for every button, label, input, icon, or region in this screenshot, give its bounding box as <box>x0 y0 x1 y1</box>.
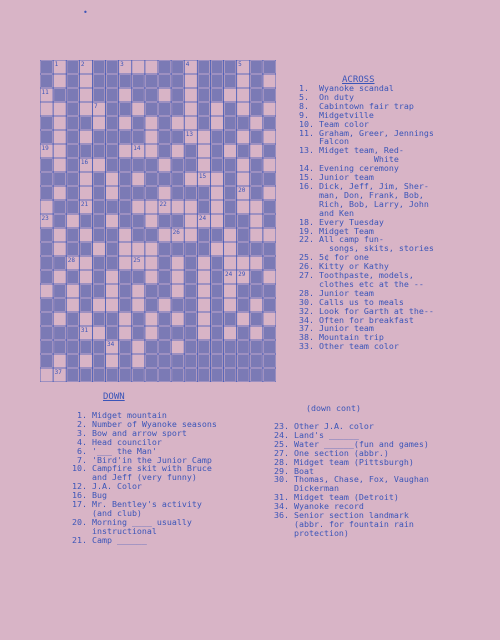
cell-number: 13 <box>185 131 193 138</box>
shaded-cell <box>172 327 183 339</box>
shaded-cell <box>93 257 104 269</box>
shaded-cell <box>93 355 104 367</box>
cell-number: 25 <box>133 257 141 264</box>
shaded-cell <box>54 215 65 227</box>
shaded-cell <box>185 327 196 339</box>
shaded-cell <box>67 131 78 143</box>
shaded-cell <box>67 313 78 325</box>
crossword-grid <box>40 60 276 382</box>
shaded-cell <box>198 75 209 87</box>
across-clue-list: 1. Wyanoke scandal 5. On duty 8. Cabintown fair trap 9. Midgetville 10. Team color 11. Graham, Greer, Jennings Falcon 13. Midget team, Red- White 14. Evening ceremony 15. Junior team 16. Dick, Jeff, Jim, Sher- man, Don, Frank, Bob, Rich, Bob, Larry, John and Ken 18. Every Tuesday 19. Midget Team 22. All camp fun- songs, skits, stories 25. 5¢ for one 26. Kitty or Kathy 27. Toothpaste, models, clothes etc at the -- 28. Junior team 30. Calls us to meals 32. Look for Garth at the-- 34. Often for breakfast 37. Junior team 38. Mountain trip 33. Other team color <box>299 83 434 352</box>
shaded-cell <box>146 355 157 367</box>
shaded-cell <box>107 313 118 325</box>
shaded-cell <box>107 229 118 241</box>
shaded-cell <box>238 229 249 241</box>
cell-number: 23 <box>41 215 49 222</box>
shaded-cell <box>80 215 91 227</box>
shaded-cell <box>251 341 262 353</box>
shaded-cell <box>133 313 144 325</box>
cell-number: 34 <box>107 341 115 348</box>
shaded-cell <box>238 285 249 297</box>
shaded-cell <box>198 103 209 115</box>
shaded-cell <box>264 173 275 185</box>
shaded-cell <box>93 131 104 143</box>
shaded-cell <box>251 369 262 381</box>
shaded-cell <box>41 131 52 143</box>
shaded-cell <box>172 61 183 73</box>
cell-number: 2 <box>80 61 85 68</box>
shaded-cell <box>198 355 209 367</box>
shaded-cell <box>133 271 144 283</box>
shaded-cell <box>225 187 236 199</box>
shaded-cell <box>41 187 52 199</box>
shaded-cell <box>251 313 262 325</box>
shaded-cell <box>159 131 170 143</box>
cell-number: 7 <box>93 103 98 110</box>
cell-number: 24 <box>198 215 207 222</box>
shaded-cell <box>67 243 78 255</box>
shaded-cell <box>172 369 183 381</box>
shaded-cell <box>93 201 104 213</box>
shaded-cell <box>211 285 222 297</box>
shaded-cell <box>185 313 196 325</box>
shaded-cell <box>225 201 236 213</box>
shaded-cell <box>172 103 183 115</box>
shaded-cell <box>159 173 170 185</box>
shaded-cell <box>67 173 78 185</box>
shaded-cell <box>159 257 170 269</box>
shaded-cell <box>67 89 78 101</box>
shaded-cell <box>185 285 196 297</box>
shaded-cell <box>107 369 118 381</box>
shaded-cell <box>264 89 275 101</box>
shaded-cell <box>238 299 249 311</box>
shaded-cell <box>172 89 183 101</box>
shaded-cell <box>120 299 131 311</box>
shaded-cell <box>67 75 78 87</box>
shaded-cell <box>107 61 118 73</box>
shaded-cell <box>185 243 196 255</box>
shaded-cell <box>264 61 275 73</box>
shaded-cell <box>211 229 222 241</box>
shaded-cell <box>80 285 91 297</box>
shaded-cell <box>198 369 209 381</box>
shaded-cell <box>54 299 65 311</box>
shaded-cell <box>264 201 275 213</box>
shaded-cell <box>67 327 78 339</box>
shaded-cell <box>120 131 131 143</box>
shaded-cell <box>198 201 209 213</box>
shaded-cell <box>67 271 78 283</box>
shaded-cell <box>159 271 170 283</box>
shaded-cell <box>93 369 104 381</box>
shaded-cell <box>159 117 170 129</box>
shaded-cell <box>185 187 196 199</box>
shaded-cell <box>198 341 209 353</box>
shaded-cell <box>41 271 52 283</box>
shaded-cell <box>120 341 131 353</box>
shaded-cell <box>41 313 52 325</box>
shaded-cell <box>120 285 131 297</box>
shaded-cell <box>120 271 131 283</box>
shaded-cell <box>54 285 65 297</box>
shaded-cell <box>198 117 209 129</box>
shaded-cell <box>120 215 131 227</box>
shaded-cell <box>264 341 275 353</box>
cell-number: 37 <box>54 369 62 376</box>
shaded-cell <box>120 159 131 171</box>
shaded-cell <box>67 117 78 129</box>
cell-number: 28 <box>67 257 75 264</box>
shaded-cell <box>251 271 262 283</box>
shaded-cell <box>185 369 196 381</box>
shaded-cell <box>225 61 236 73</box>
shaded-cell <box>41 173 52 185</box>
shaded-cell <box>146 369 157 381</box>
shaded-cell <box>211 131 222 143</box>
shaded-cell <box>146 187 157 199</box>
shaded-cell <box>172 243 183 255</box>
shaded-cell <box>107 131 118 143</box>
shaded-cell <box>146 75 157 87</box>
shaded-cell <box>211 257 222 269</box>
shaded-cell <box>238 117 249 129</box>
shaded-cell <box>120 187 131 199</box>
cell-number: 19 <box>41 145 49 152</box>
shaded-cell <box>251 89 262 101</box>
shaded-cell <box>238 369 249 381</box>
shaded-cell <box>172 131 183 143</box>
shaded-cell <box>107 327 118 339</box>
cell-number: 20 <box>238 187 246 194</box>
shaded-cell <box>185 145 196 157</box>
shaded-cell <box>146 229 157 241</box>
cell-number: 11 <box>41 89 49 96</box>
shaded-cell <box>133 131 144 143</box>
shaded-cell <box>211 341 222 353</box>
cell-number: 21 <box>80 201 89 208</box>
cell-number: 26 <box>172 229 180 236</box>
shaded-cell <box>133 159 144 171</box>
shaded-cell <box>146 285 157 297</box>
shaded-cell <box>172 355 183 367</box>
shaded-cell <box>146 159 157 171</box>
down-heading: DOWN <box>103 392 125 402</box>
shaded-cell <box>133 327 144 339</box>
shaded-cell <box>80 145 91 157</box>
shaded-cell <box>133 187 144 199</box>
shaded-cell <box>41 327 52 339</box>
shaded-cell <box>251 285 262 297</box>
shaded-cell <box>159 285 170 297</box>
shaded-cell <box>225 159 236 171</box>
shaded-cell <box>264 327 275 339</box>
cell-number: 29 <box>238 271 246 278</box>
shaded-cell <box>41 159 52 171</box>
shaded-cell <box>93 145 104 157</box>
shaded-cell <box>80 341 91 353</box>
shaded-cell <box>211 327 222 339</box>
shaded-cell <box>54 327 65 339</box>
shaded-cell <box>93 215 104 227</box>
shaded-cell <box>211 299 222 311</box>
shaded-cell <box>120 201 131 213</box>
shaded-cell <box>93 75 104 87</box>
shaded-cell <box>172 159 183 171</box>
shaded-cell <box>80 299 91 311</box>
shaded-cell <box>54 201 65 213</box>
cell-number: 1 <box>54 61 59 68</box>
shaded-cell <box>67 355 78 367</box>
cell-number: 16 <box>80 159 89 166</box>
shaded-cell <box>251 103 262 115</box>
shaded-cell <box>133 229 144 241</box>
shaded-cell <box>133 117 144 129</box>
shaded-cell <box>67 201 78 213</box>
shaded-cell <box>93 271 104 283</box>
shaded-cell <box>225 75 236 87</box>
shaded-cell <box>251 131 262 143</box>
shaded-cell <box>185 159 196 171</box>
shaded-cell <box>211 145 222 157</box>
cell-number: 14 <box>133 145 141 152</box>
shaded-cell <box>225 313 236 325</box>
across-heading: ACROSS <box>342 75 375 85</box>
shaded-cell <box>93 285 104 297</box>
shaded-cell <box>120 369 131 381</box>
shaded-cell <box>107 201 118 213</box>
shaded-cell <box>251 159 262 171</box>
shaded-cell <box>41 61 52 73</box>
shaded-cell <box>198 89 209 101</box>
shaded-cell <box>146 341 157 353</box>
shaded-cell <box>159 61 170 73</box>
shaded-cell <box>93 341 104 353</box>
shaded-cell <box>107 103 118 115</box>
shaded-cell <box>211 61 222 73</box>
shaded-cell <box>251 243 262 255</box>
shaded-cell <box>185 299 196 311</box>
cell-number: 24 <box>225 271 233 278</box>
shaded-cell <box>107 159 118 171</box>
down-cont-clue-list: 23. Other J.A. color 24. Land's ______ 25. Water ______(fun and games) 27. One section (abbr.) 28. Midget team (Pittsburgh) 29. Boat 30. Thomas, Chase, Fox, Vaughan Dickerman 31. Midget team (Detroit) 34. Wyanoke record 36. Senior section landmark (abbr. for fountain rain protection) <box>274 421 429 538</box>
shaded-cell <box>93 173 104 185</box>
shaded-cell <box>107 243 118 255</box>
shaded-cell <box>264 369 275 381</box>
shaded-cell <box>67 103 78 115</box>
shaded-cell <box>93 313 104 325</box>
shaded-cell <box>238 145 249 157</box>
shaded-cell <box>120 103 131 115</box>
shaded-cell <box>172 215 183 227</box>
shaded-cell <box>67 229 78 241</box>
shaded-cell <box>159 355 170 367</box>
shaded-cell <box>146 103 157 115</box>
shaded-cell <box>198 229 209 241</box>
shaded-cell <box>251 75 262 87</box>
cell-number: 15 <box>198 173 207 180</box>
shaded-cell <box>225 173 236 185</box>
shaded-cell <box>67 145 78 157</box>
cell-number: 22 <box>159 201 167 208</box>
shaded-cell <box>133 89 144 101</box>
shaded-cell <box>211 369 222 381</box>
shaded-cell <box>133 75 144 87</box>
shaded-cell <box>225 355 236 367</box>
shaded-cell <box>225 117 236 129</box>
shaded-cell <box>264 117 275 129</box>
shaded-cell <box>107 89 118 101</box>
shaded-cell <box>120 173 131 185</box>
cell-number: 31 <box>80 327 89 334</box>
shaded-cell <box>146 89 157 101</box>
shaded-cell <box>159 75 170 87</box>
shaded-cell <box>211 159 222 171</box>
shaded-cell <box>54 89 65 101</box>
shaded-cell <box>185 341 196 353</box>
shaded-cell <box>264 299 275 311</box>
shaded-cell <box>238 215 249 227</box>
shaded-cell <box>225 341 236 353</box>
shaded-cell <box>80 243 91 255</box>
shaded-cell <box>67 187 78 199</box>
shaded-cell <box>67 159 78 171</box>
shaded-cell <box>225 103 236 115</box>
shaded-cell <box>198 61 209 73</box>
shaded-cell <box>133 369 144 381</box>
down-cont-heading: (down cont) <box>306 403 361 413</box>
shaded-cell <box>93 89 104 101</box>
shaded-cell <box>211 89 222 101</box>
shaded-cell <box>67 341 78 353</box>
cell-number: 4 <box>185 61 190 68</box>
shaded-cell <box>67 61 78 73</box>
shaded-cell <box>172 299 183 311</box>
shaded-cell <box>41 75 52 87</box>
shaded-cell <box>41 257 52 269</box>
shaded-cell <box>93 187 104 199</box>
shaded-cell <box>159 215 170 227</box>
shaded-cell <box>67 369 78 381</box>
shaded-cell <box>159 369 170 381</box>
shaded-cell <box>107 117 118 129</box>
shaded-cell <box>159 145 170 157</box>
cell-number: 5 <box>238 61 242 68</box>
shaded-cell <box>225 215 236 227</box>
shaded-cell <box>133 215 144 227</box>
shaded-cell <box>159 103 170 115</box>
shaded-cell <box>120 75 131 87</box>
shaded-cell <box>146 299 157 311</box>
shaded-cell <box>251 61 262 73</box>
shaded-cell <box>198 187 209 199</box>
shaded-cell <box>225 369 236 381</box>
shaded-cell <box>41 341 52 353</box>
shaded-cell <box>264 355 275 367</box>
shaded-cell <box>159 327 170 339</box>
shaded-cell <box>159 313 170 325</box>
shaded-cell <box>41 355 52 367</box>
shaded-cell <box>41 243 52 255</box>
shaded-cell <box>146 173 157 185</box>
shaded-cell <box>54 173 65 185</box>
shaded-cell <box>211 313 222 325</box>
shaded-cell <box>93 229 104 241</box>
shaded-cell <box>93 61 104 73</box>
shaded-cell <box>264 215 275 227</box>
shaded-cell <box>264 243 275 255</box>
shaded-cell <box>107 75 118 87</box>
shaded-cell <box>107 145 118 157</box>
shaded-cell <box>225 131 236 143</box>
cell-number: 3 <box>120 61 124 68</box>
shaded-cell <box>172 187 183 199</box>
shaded-cell <box>198 243 209 255</box>
shaded-cell <box>185 257 196 269</box>
shaded-cell <box>264 145 275 157</box>
shaded-cell <box>238 355 249 367</box>
shaded-cell <box>172 75 183 87</box>
shaded-cell <box>211 271 222 283</box>
shaded-cell <box>41 229 52 241</box>
shaded-cell <box>264 285 275 297</box>
shaded-cell <box>80 117 91 129</box>
shaded-cell <box>264 257 275 269</box>
shaded-cell <box>172 173 183 185</box>
shaded-cell <box>41 117 52 129</box>
shaded-cell <box>251 187 262 199</box>
shaded-cell <box>238 341 249 353</box>
shaded-cell <box>159 341 170 353</box>
shaded-cell <box>107 257 118 269</box>
shaded-cell <box>238 243 249 255</box>
shaded-cell <box>41 299 52 311</box>
shaded-cell <box>80 369 91 381</box>
shaded-cell <box>54 257 65 269</box>
shaded-cell <box>251 355 262 367</box>
down-clue-list: 1. Midget mountain 2. Number of Wyanoke seasons 3. Bow and arrow sport 4. Head councilor 6. '___ the Man' 7. 'Bird'in the Junior Camp 10. Campfire skit with Bruce and Jeff (very funny) 12. J.A. Color 16. Bug 17. Mr. Bentley's activity (and club) 20. Morning ____ usually instructional 21. Camp ______ <box>72 410 217 545</box>
shaded-cell <box>54 341 65 353</box>
shaded-cell <box>185 355 196 367</box>
shaded-cell <box>120 355 131 367</box>
shaded-cell <box>211 355 222 367</box>
top-dot-mark: • <box>83 8 88 17</box>
shaded-cell <box>251 173 262 185</box>
shaded-cell <box>238 327 249 339</box>
shaded-cell <box>185 271 196 283</box>
shaded-cell <box>211 75 222 87</box>
shaded-cell <box>159 243 170 255</box>
